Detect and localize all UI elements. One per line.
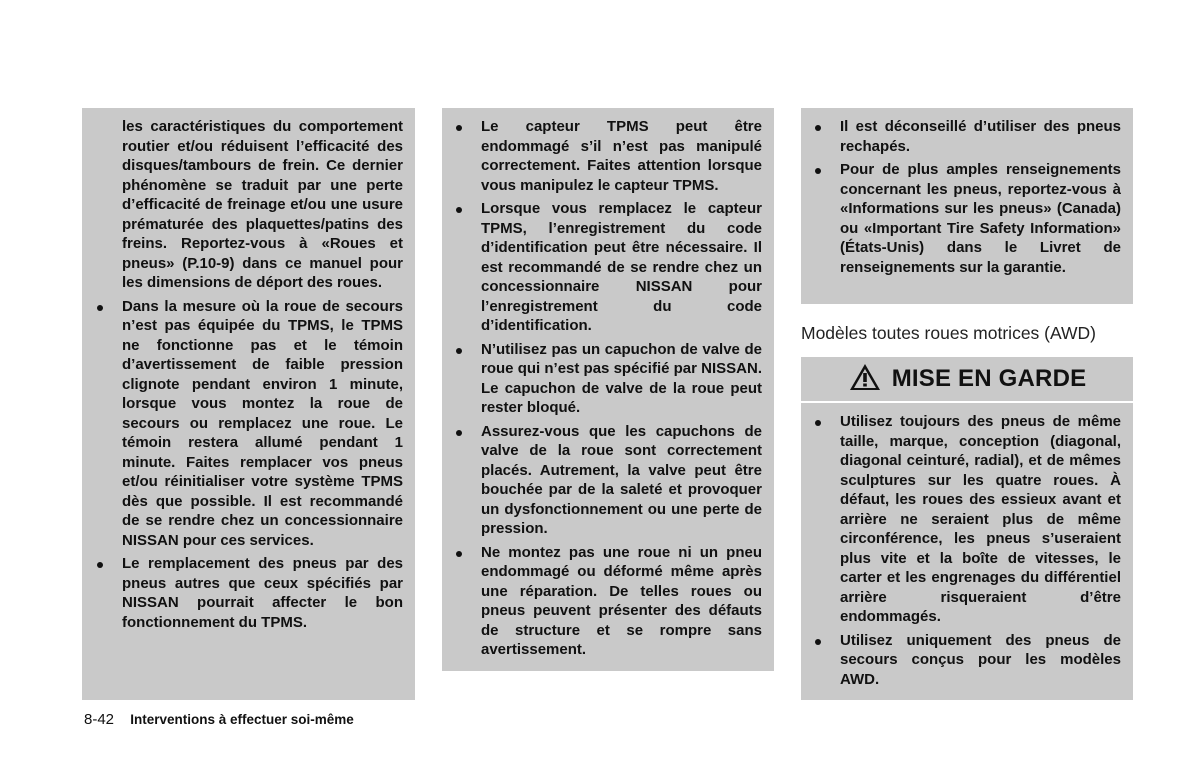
list-item: N’utilisez pas un capuchon de valve de roue qui n’est pas spécifié par NISSAN. Le capuchon de valve de la roue peut rester bloqué. xyxy=(452,340,762,418)
list-item: Ne montez pas une roue ni un pneu endommagé ou déformé même après une réparation. De telles roues ou pneus peuvent présenter des défauts de structure et se rompre sans avertissement. xyxy=(452,543,762,660)
caution-box-3 xyxy=(801,108,1133,304)
chapter-title: Interventions à effectuer soi-même xyxy=(130,712,354,727)
warning-header xyxy=(801,357,1133,401)
list-item: Assurez-vous que les capuchons de valve de la roue sont correctement placés. Autrement, la valve peut être bouchée par de la saleté et provoquer un dysfonctionnement ou une perte de pression. xyxy=(452,422,762,539)
continued-paragraph: les caractéristiques du comportement routier et/ou réduisent l’efficacité des disques/tambours de frein. Ce dernier phénomène se traduit par une perte d’efficacité de freinage et/ou une usure prématurée des plaquettes/patins des freins. Reportez-vous à «Roues et pneus» (P.10-9) dans ce manuel pour les dimensions de déport des roues. xyxy=(122,118,403,291)
list-item: Lorsque vous remplacez le capteur TPMS, l’enregistrement du code d’identification peut être nécessaire. Il est recommandé de se rendre chez un concessionnaire NISSAN pour l’enregistrement du code d’identification. xyxy=(452,199,762,336)
page-footer xyxy=(84,711,354,728)
list-item: Le remplacement des pneus par des pneus autres que ceux spécifiés par NISSAN pourrait affecter le bon fonctionnement du TPMS. xyxy=(93,554,403,632)
list-item: Dans la mesure où la roue de secours n’est pas équipée du TPMS, le TPMS ne fonctionne pas et le témoin d’avertissement de faible pression clignote pendant environ 1 minute, lorsque vous montez la roue de secours ou remplacez une roue. Le témoin restera allumé pendant 1 minute. Faites remplacer vos pneus et/ou réinitialiser votre système TPMS dès que possible. Il est recommandé de se rendre chez un concessionnaire NISSAN pour ces services. xyxy=(93,297,403,551)
section-heading: Modèles toutes roues motrices (AWD) xyxy=(801,323,1096,343)
page-number: 8-42 xyxy=(84,711,115,728)
list-item: Utilisez toujours des pneus de même taille, marque, conception (diagonal, diagonal ceinturé, radial), et de mêmes sculptures sur les quatre roues. À défaut, les roues des essieux avant et arrière ne seraient plus de même circonférence, les pneus s’useraient plus vite et la boîte de vitesses, le carter et les engrenages du différentiel arrière risqueraient d’être endommagés. xyxy=(811,412,1121,627)
list-item: Il est déconseillé d’utiliser des pneus rechapés. xyxy=(811,117,1121,156)
warning-title: MISE EN GARDE xyxy=(891,365,1087,392)
list-item: Pour de plus amples renseignements concernant les pneus, reportez-vous à «Informations sur les pneus» (Canada) ou «Important Tire Safety Information» (États-Unis) dans le Livret de renseignements sur la garantie. xyxy=(811,160,1121,277)
caution-box-1 xyxy=(82,108,415,700)
caution-box-2 xyxy=(442,108,774,671)
warning-triangle-icon xyxy=(848,362,882,397)
list-item: Le capteur TPMS peut être endommagé s’il n’est pas manipulé correctement. Faites attention lorsque vous manipulez le capteur TPMS. xyxy=(452,117,762,195)
warning-box xyxy=(801,403,1133,700)
list-item: Utilisez uniquement des pneus de secours conçus pour les modèles AWD. xyxy=(811,631,1121,690)
